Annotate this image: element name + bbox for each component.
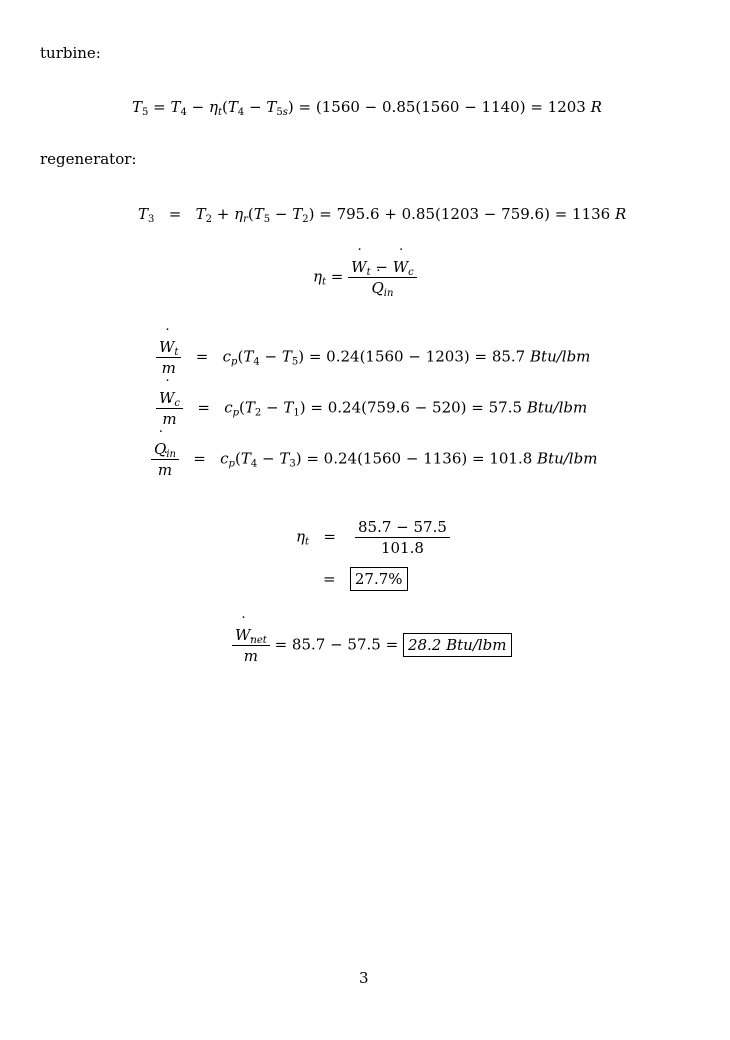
efficiency-result-line: = 27.7% — [323, 570, 408, 588]
regenerator-equation: $T_3 = T_2 + \eta_r(T_5 - T_2) = 795.6 + 0.85(1203 - 759.6) = 1136$ R — [138, 205, 627, 225]
turbine-equation-rhs: = (1560 − 0.85(1560 − 1140) = 1203 — [298, 98, 586, 116]
efficiency-denominator: 101.8 — [380, 539, 424, 557]
compressor-work-equation: ˙ $W_c$ ˙ m = $c_p(T_2 - T_1) = 0.24(759.6 - 520) = 57.5$ Btu/lbm — [156, 389, 587, 428]
turbine-work-equation: ˙ $W_t$ ˙ m = $c_p(T_4 - T_5) = 0.24(1560 - 1203) = 85.7$ Btu/lbm — [156, 338, 590, 377]
page-number: 3 — [359, 969, 369, 987]
efficiency-numerator: 85.7 − 57.5 — [355, 518, 450, 538]
efficiency-definition: $\eta_t$ = ˙ $W_t$ − ˙ $W_c$ ˙ $Q_{in}$ — [313, 258, 417, 297]
turbine-work-rhs: = 0.24(1560 − 1203) = 85.7 — [308, 347, 526, 366]
compressor-work-unit: Btu/lbm — [526, 398, 588, 417]
efficiency-result-box: 27.7% — [350, 567, 408, 591]
heat-input-rhs: = 0.24(1560 − 1136) = 101.8 — [306, 449, 533, 468]
net-work-result-box: 28.2 Btu/lbm — [403, 633, 512, 657]
regenerator-equation-rhs: = 795.6 + 0.85(1203 − 759.6) = 1136 — [319, 205, 611, 223]
turbine-heading: turbine: — [40, 44, 101, 62]
regenerator-heading: regenerator: — [40, 150, 137, 168]
net-work-rhs: = 85.7 − 57.5 = — [274, 635, 399, 654]
turbine-work-unit: Btu/lbm — [530, 347, 591, 366]
regenerator-equation-unit: R — [615, 205, 627, 223]
efficiency-numeric: $\eta_t$ = $\frac{85.7 - 57.5}{101.8}$ — [296, 518, 450, 557]
heat-input-equation: ˙ $Q_{in}$ ˙ m = $c_p(T_4 - T_3) = 0.24(1560 - 1136) = 101.8$ Btu/lbm — [151, 440, 597, 479]
turbine-equation: $T_5 = T_4 - \eta_t(T_4 - T_{5s}) = (1560 - 0.85(1560 - 1140) = 1203$ R — [132, 98, 602, 118]
turbine-equation-unit: R — [590, 98, 602, 116]
net-work-equation: ˙ $W_{net}$ ˙ m = 85.7 − 57.5 = 28.2 Btu/lbm — [232, 626, 512, 665]
compressor-work-rhs: = 0.24(759.6 − 520) = 57.5 — [310, 398, 523, 417]
heat-input-unit: Btu/lbm — [537, 449, 598, 468]
